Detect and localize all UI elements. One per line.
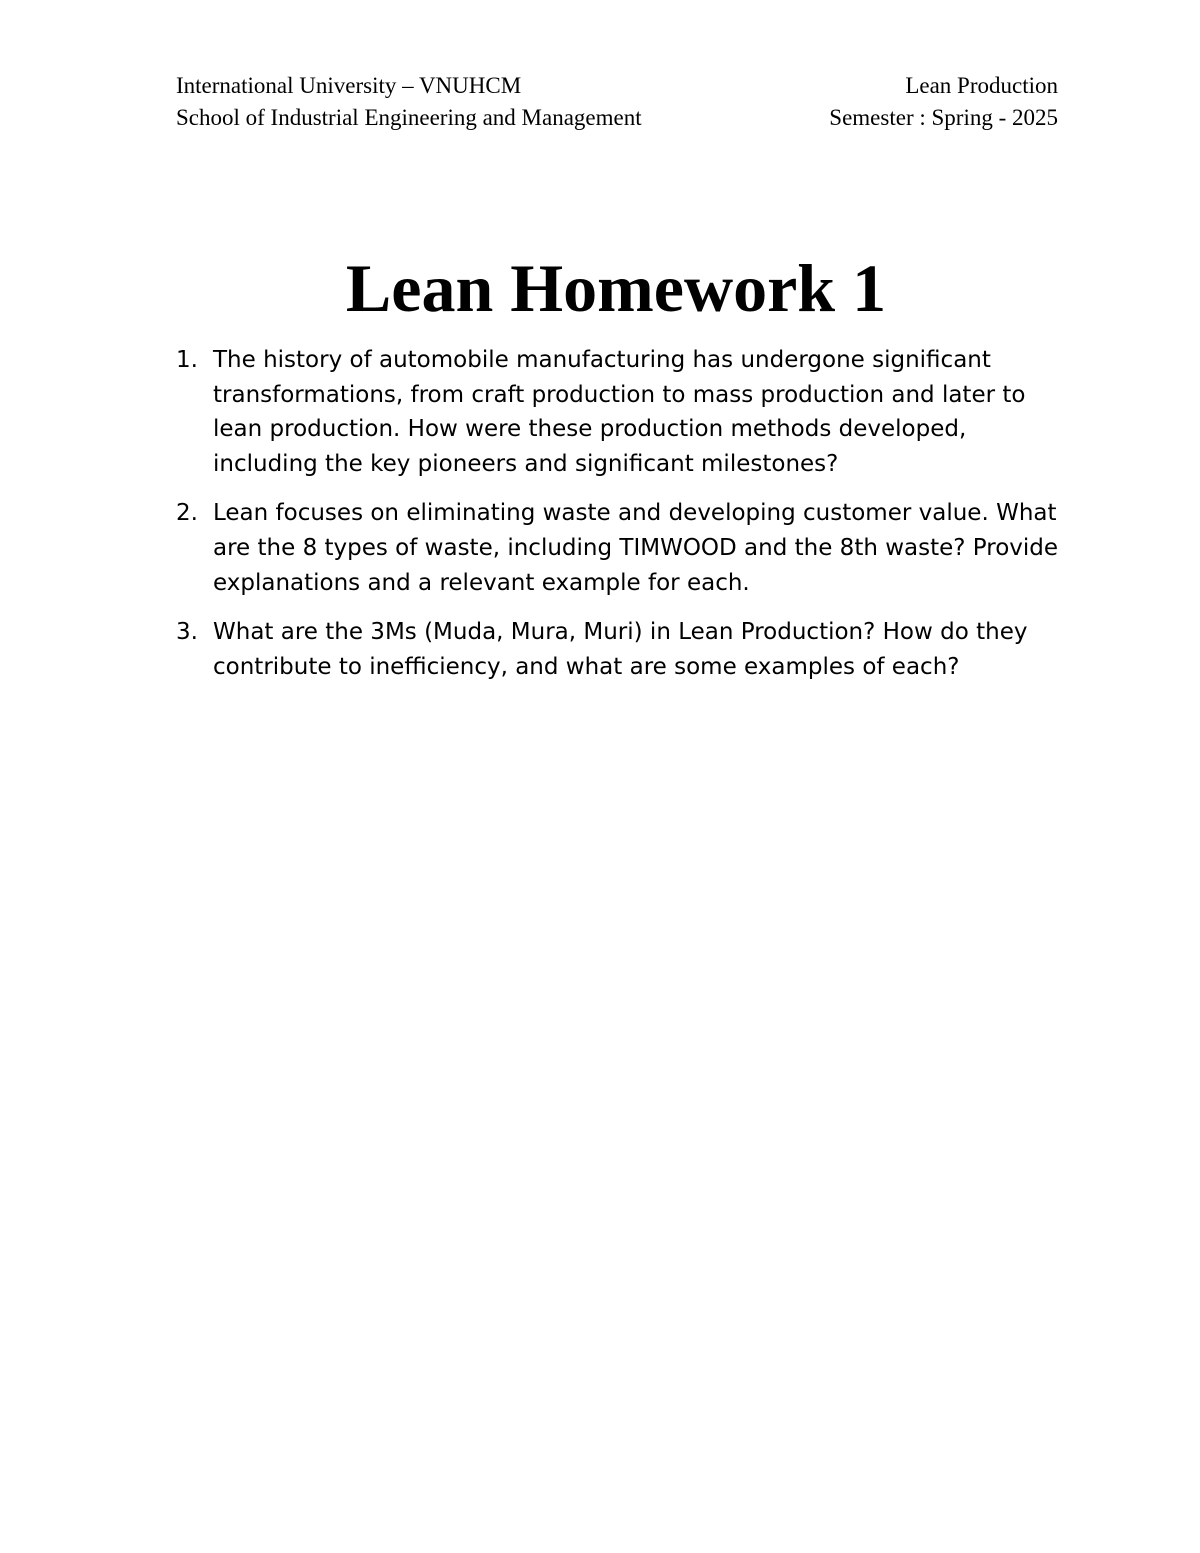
question-list [176, 343, 1076, 699]
question-text: Lean focuses on eliminating waste and developing customer value. What are the 8 types of waste, including TIMWOOD and the 8th waste? Provide explanations and a relevant example for each. [213, 500, 1059, 596]
question-item [176, 615, 1076, 684]
question-number: 3. [176, 619, 198, 646]
question-number: 1. [176, 347, 198, 373]
school-name: School of Industrial Engineering and Management [176, 105, 642, 130]
question-number: 2. [176, 500, 198, 527]
question-item [176, 343, 1076, 481]
header-row-2 [176, 102, 1058, 134]
header-row-1 [176, 70, 1058, 102]
semester-label: Semester : Spring - 2025 [829, 105, 1058, 130]
course-name: Lean Production [905, 73, 1058, 98]
document-header [176, 70, 1058, 134]
question-item [176, 496, 1076, 600]
page-title: Lean Homework 1 [345, 250, 887, 326]
university-name: International University – VNUHCM [176, 73, 522, 98]
question-text: The history of automobile manufacturing has undergone significant transformations, from craft production to mass production and later to lean production. How were these production methods developed, including the key pioneers and significant milestones? [213, 347, 1026, 477]
question-text: What are the 3Ms (Muda, Mura, Muri) in Lean Production? How do they contribute to inefficiency, and what are some examples of each? [213, 619, 1028, 680]
